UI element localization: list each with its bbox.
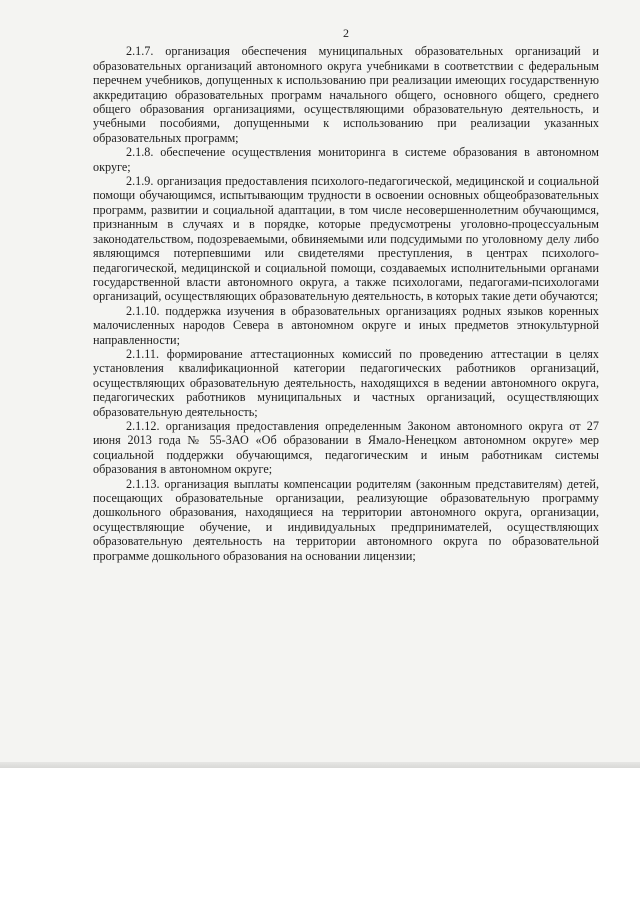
paragraph-2-1-12: 2.1.12. организация предоставления определенным Законом автономного округа от 27 июня 2013 года № 55-ЗАО «Об образовании в Ямало-Ненецком автономном округе» мер социальной поддержки обучающимся, педагогическим и иным работникам системы образования в автономном округе; [93, 418, 599, 477]
paragraph-2-1-13: 2.1.13. организация выплаты компенсации родителям (законным представителям) детей, посещающих образовательные организации, реализующие образовательную программу дошкольного образования, находящиеся на территории автономного округа, организации, осуществляющие обучение, и индивидуальных предпринимателей, осуществляющих образовательную деятельность на территории автономного округа по образовательной программе дошкольного образования на основании лицензии; [93, 476, 599, 563]
page-number: 2 [343, 26, 349, 40]
page-bottom-edge [0, 762, 640, 768]
paragraph-2-1-9: 2.1.9. организация предоставления психолого-педагогической, медицинской и социальной помощи обучающимся, испытывающим трудности в освоении основных общеобразовательных программ, развитии и социальной адаптации, в том числе несовершеннолетним обучающимся, признанным в случаях и в порядке, которые предусмотрены уголовно-процессуальным законодательством, подозреваемыми, обвиняемыми или подсудимыми по уголовному делу либо являющимся потерпевшими или свидетелями преступления, в центрах психолого-педагогической, медицинской и социальной помощи, создаваемых исполнительными органами государственной власти автономного округа, а также психологами, педагогами-психологами организаций, осуществляющих образовательную деятельность, в которых такие дети обучаются; [93, 174, 599, 304]
paragraph-2-1-7: 2.1.7. организация обеспечения муниципальных образовательных организаций и образовательных организаций автономного округа учебниками в соответствии с федеральным перечнем учебников, допущенных к использованию при реализации имеющих государственную аккредитацию образовательных программ начального общего, основного общего, среднего общего образования организациями, осуществляющими образовательную деятельность, и учебными пособиями, допущенными к использованию при реализации указанных образовательных программ; [93, 44, 599, 145]
document-body [93, 26, 599, 563]
paragraph-2-1-8: 2.1.8. обеспечение осуществления мониторинга в системе образования в автономном округе; [93, 145, 599, 174]
paragraph-2-1-10: 2.1.10. поддержка изучения в образовательных организациях родных языков коренных малочисленных народов Севера в автономном округе и иных предметов этнокультурной направленности; [93, 303, 599, 347]
paragraph-2-1-11: 2.1.11. формирование аттестационных комиссий по проведению аттестации в целях установления квалификационной категории педагогических работников организаций, осуществляющих образовательную деятельность, находящихся в ведении автономного округа, педагогических работников муниципальных и частных организаций, осуществляющих образовательную деятельность; [93, 346, 599, 419]
